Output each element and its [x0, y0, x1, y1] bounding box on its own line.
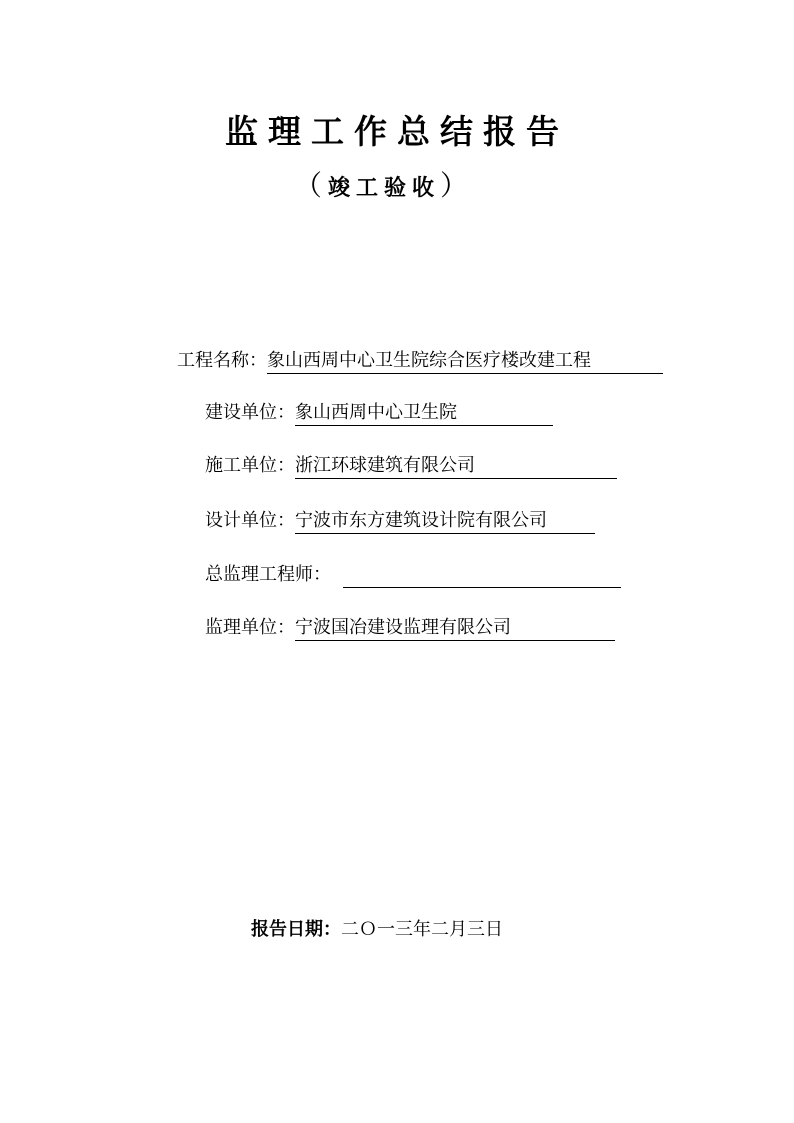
report-date-value: 二Ｏ一三年二月三日: [341, 919, 503, 940]
field-label: 监理单位：: [205, 617, 295, 638]
field-project-name: [177, 348, 663, 374]
field-value: 宁波市东方建筑设计院有限公司: [295, 508, 595, 534]
field-label: 施工单位：: [205, 455, 295, 476]
page-title: 监理工作总结报告: [225, 112, 569, 151]
field-construction-unit: [205, 453, 617, 479]
field-chief-supervisor: [205, 562, 621, 588]
field-design-unit: [205, 508, 595, 534]
page-subtitle: [294, 164, 474, 204]
field-value: 浙江环球建筑有限公司: [295, 453, 617, 479]
field-label: 总监理工程师：: [205, 564, 331, 585]
field-supervision-unit: [205, 615, 615, 641]
field-label: 工程名称：: [177, 350, 267, 371]
field-value: 宁波国冶建设监理有限公司: [295, 615, 615, 641]
field-client-unit: [205, 400, 553, 426]
subtitle-close-paren: ）: [440, 169, 475, 202]
subtitle-open-paren: （: [294, 169, 329, 202]
subtitle-text: 竣工验收: [328, 176, 441, 201]
field-label: 设计单位：: [205, 510, 295, 531]
field-value: 象山西周中心卫生院综合医疗楼改建工程: [267, 348, 663, 374]
report-date-label: 报告日期：: [251, 919, 341, 940]
field-value: 象山西周中心卫生院: [295, 400, 553, 426]
field-label: 建设单位：: [205, 402, 295, 423]
report-date: [251, 915, 503, 941]
field-value-blank: [343, 562, 621, 588]
